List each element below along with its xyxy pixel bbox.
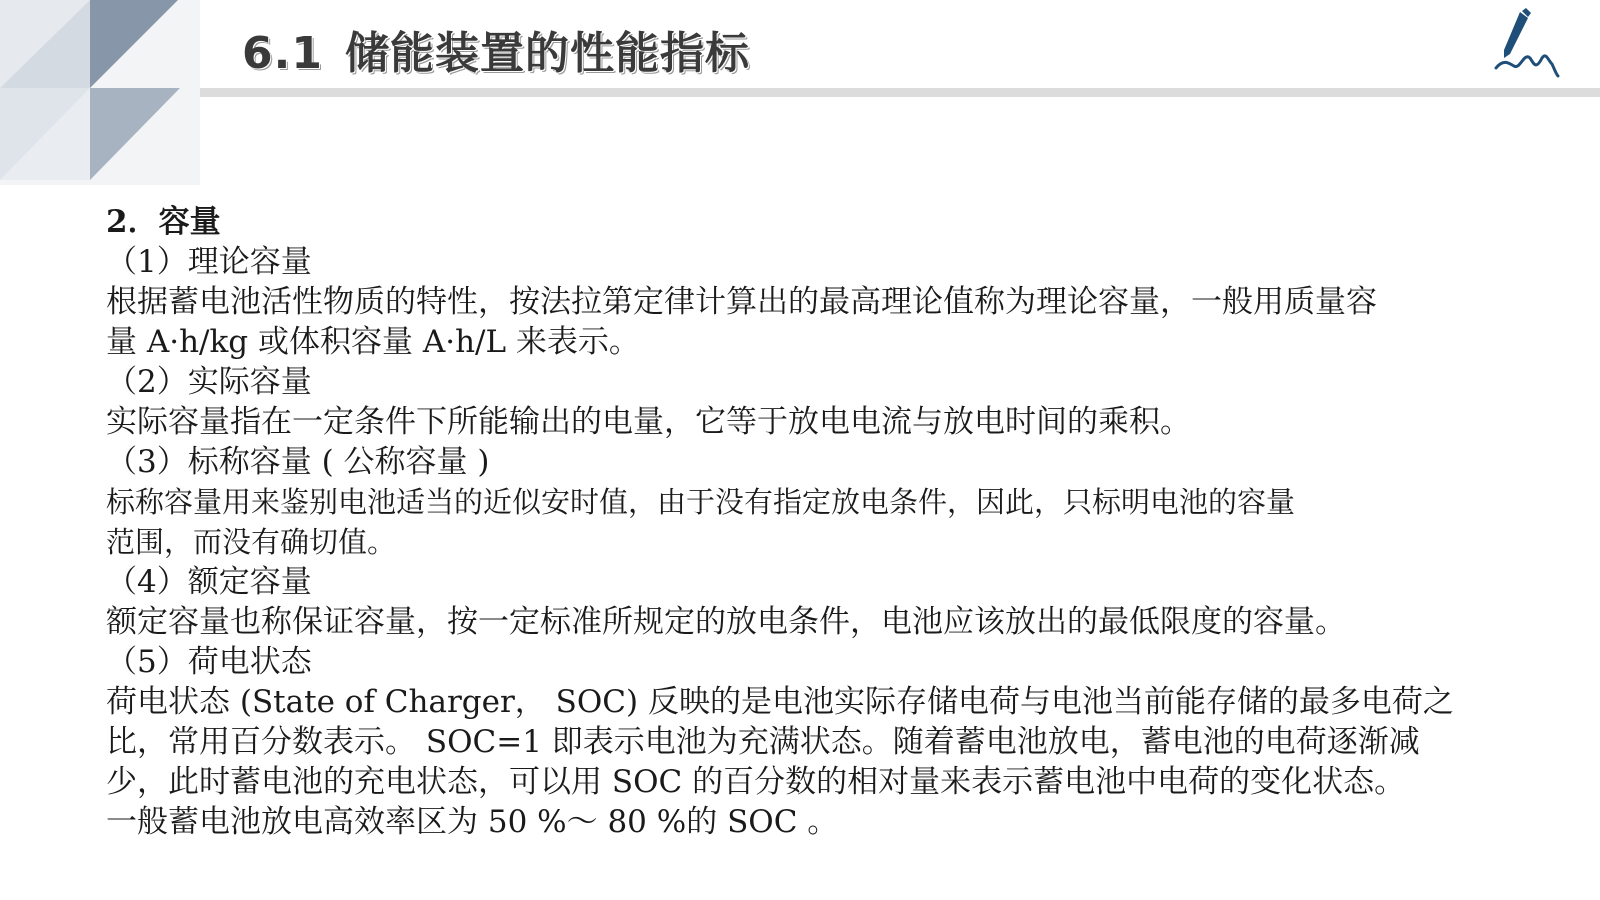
item-heading: （4）额定容量 <box>106 564 312 600</box>
paragraph-line: 额定容量也称保证容量，按一定标准所规定的放电条件，电池应该放出的最低限度的容量。 <box>106 604 1346 640</box>
item-heading: （1）理论容量 <box>106 244 312 280</box>
paragraph-line: 一般蓄电池放电高效率区为 50 %～ 80 %的 SOC 。 <box>106 804 839 840</box>
paragraph-line: 少，此时蓄电池的充电状态，可以用 SOC 的百分数的相对量来表示蓄电池中电荷的变化状态。 <box>106 764 1406 800</box>
paragraph-line: 标称容量用来鉴别电池适当的近似安时值，由于没有指定放电条件，因此，只标明电池的容量 <box>106 485 1296 519</box>
pen-signature-icon <box>1490 8 1562 80</box>
item-heading: （3）标称容量 ( 公称容量 ) <box>106 444 490 480</box>
paragraph-line: 根据蓄电池活性物质的特性，按法拉第定律计算出的最高理论值称为理论容量，一般用质量容 <box>106 284 1377 320</box>
item-heading: （2）实际容量 <box>106 364 312 400</box>
item-heading: （5）荷电状态 <box>106 644 312 680</box>
title-text: 储能装置的性能指标 <box>344 28 750 79</box>
paragraph-line: 荷电状态 (State of Charger， SOC) 反映的是电池实际存储电荷与电池当前能存储的最多电荷之 <box>106 684 1454 720</box>
paragraph-line: 实际容量指在一定条件下所能输出的电量，它等于放电电流与放电时间的乘积。 <box>106 404 1191 440</box>
title-number: 6.1 <box>242 28 323 79</box>
slide-content <box>106 202 1506 842</box>
header-divider <box>200 88 1600 97</box>
page-title <box>242 22 750 86</box>
section-title: 2．容量 <box>106 204 221 240</box>
paragraph-line: 量 A·h/kg 或体积容量 A·h/L 来表示。 <box>106 324 640 360</box>
paragraph-line: 比，常用百分数表示。 SOC=1 即表示电池为充满状态。随着蓄电池放电，蓄电池的电荷逐渐减 <box>106 724 1420 760</box>
paragraph-line: 范围，而没有确切值。 <box>106 525 397 559</box>
corner-decoration <box>0 0 200 185</box>
